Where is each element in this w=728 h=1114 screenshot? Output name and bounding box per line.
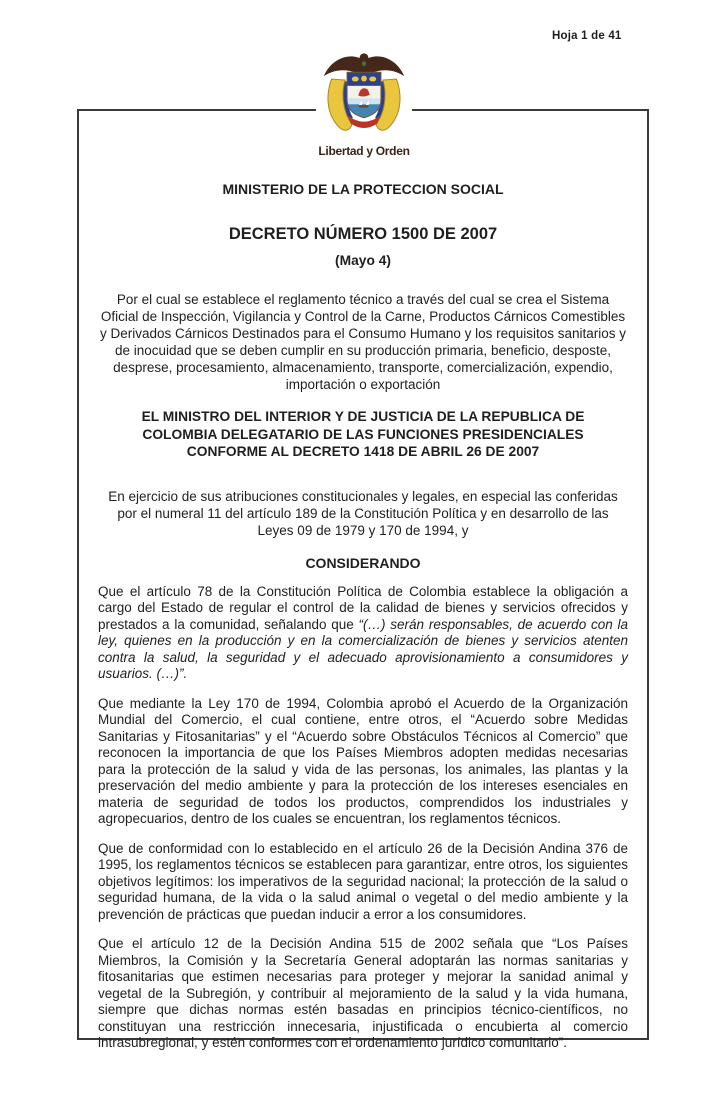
ministry-title: MINISTERIO DE LA PROTECCION SOCIAL [222,181,504,197]
recital-paragraph [98,584,628,683]
recital-quote-italic: “(…) serán responsables, de acuerdo con la ley, quienes en la producción y en la comercialización de bienes y servicios atenten contra la salud, la seguridad y el adecuado aprovisionamiento a consumidores y usuarios. (…)”. [98,616,629,681]
colombia-coat-of-arms-icon [318,47,410,144]
recital-paragraph [98,696,628,828]
content-border-box [77,109,649,1050]
recital-text: Que de conformidad con lo establecido en el artículo 26 de la Decisión Andina 376 de 1995, los reglamentos técnicos se establecen para garantizar, entre otros, los siguientes objetivos legítimos: los imperativos de la seguridad nacional; la protección de la salud o seguridad humana, de la vida o la salud animal o vegetal o del medio ambiente y la prevención de prácticas que puedan inducir a error a los consumidores. [98,840,628,922]
preamble-text: En ejercicio de sus atribuciones constitucionales y legales, en especial las conferidas por el numeral 11 del artículo 189 de la Constitución Política y en desarrollo de las Leyes 09 de 1979 y 170 de 1994, y [108,488,618,538]
page-number: Hoja 1 de 41 [552,30,622,42]
decree-title: DECRETO NÚMERO 1500 DE 2007 [228,225,498,243]
considerando-heading: CONSIDERANDO [305,554,421,571]
recital-paragraph [98,841,628,924]
decree-date: (Mayo 4) [335,253,391,268]
recital-text: Que el artículo 78 de la Constitución Política de Colombia establece la obligación a cargo del Estado de regular el control de la calidad de bienes y servicios ofrecidos y prestados a la comunidad, señalando que [98,583,628,632]
coat-of-arms [316,47,412,161]
logo-caption: Libertad y Orden [318,144,410,158]
recital-text: Que mediante la Ley 170 de 1994, Colombia aprobó el Acuerdo de la Organización Mundial del Comercio, el cual contiene, entre otros, el “Acuerdo sobre Medidas Sanitarias y Fitosanitarias” y el “Acuerdo sobre Obstáculos Técnicos al Comercio” que reconocen la importancia de que los Países Miembros adopten medidas necesarias para la protección de la salud y vida de las personas, los animales, las plantas y la preservación del medio ambiente y para la protección de los intereses esenciales en materia de seguridad de todos los productos, comprendidos los industriales y agropecuarios, dentro de los cuales se encuentran, los reglamentos técnicos. [98,695,628,826]
recital-text: Que el artículo 12 de la Decisión Andina 515 de 2002 señala que “Los Países Miembros, la Comisión y la Secretaría General adoptarán las normas sanitarias y fitosanitarias que estimen necesarias para proteger y mejorar la sanidad animal y vegetal de la Subregión, y contribuir al mejoramiento de la salud y la vida humana, siempre que dichas normas estén basadas en principios técnico-científicos, no constituyan una restricción innecesaria, injustificada o encubierta al comercio intrasubregional, y estén conformes con el ordenamiento jurídico comunitario”. [98,936,628,1050]
decree-subject: Por el cual se establece el reglamento técnico a través del cual se crea el Sistema Oficial de Inspección, Vigilancia y Control de la Carne, Productos Cárnicos Comestibles y Derivados Cárnicos Destinados para el Consumo Humano y los requisitos sanitarios y de inocuidad que se deben cumplir en su producción primaria, beneficio, desposte, desprese, procesamiento, almacenamiento, transporte, comercialización, expendio, importación o exportación [100,292,626,392]
recital-paragraph [98,936,628,1052]
authority-heading: EL MINISTRO DEL INTERIOR Y DE JUSTICIA DE LA REPUBLICA DE COLOMBIA DELEGATARIO DE LAS FUNCIONES PRESIDENCIALES CONFORME AL DECRETO 1418 DE ABRIL 26 DE 2007 [141,409,585,459]
